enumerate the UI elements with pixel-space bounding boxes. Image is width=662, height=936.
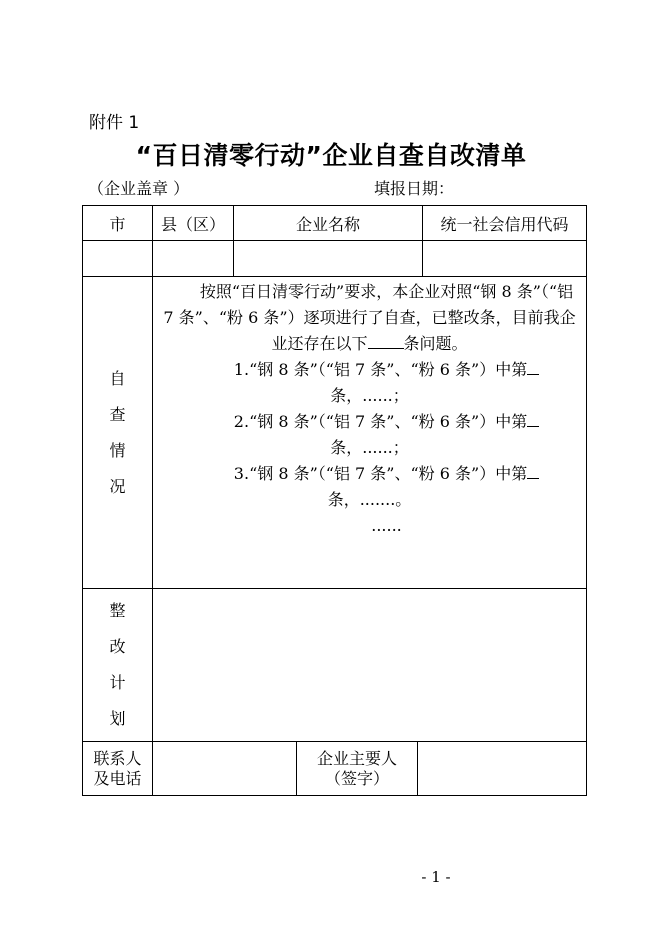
self-check-label-char: 况: [109, 476, 126, 496]
attachment-label: 附件 1: [89, 113, 140, 133]
document-title: “百日清零行动”企业自查自改清单: [135, 141, 527, 170]
contact-label: [83, 742, 153, 796]
rectify-plan-label: [83, 589, 153, 742]
county-cell[interactable]: [153, 241, 234, 277]
input-row: [83, 241, 587, 277]
col-county-header: 县（区）: [153, 206, 234, 241]
rectify-plan-label-char: 整: [109, 601, 126, 620]
principal-signature-cell[interactable]: [418, 742, 587, 796]
issue-item-2: 2.“钢 8 条”（“铝 7 条”、“粉 6 条”）中第: [159, 409, 580, 435]
contact-label-line2: 及电话: [93, 768, 142, 788]
company-name-cell[interactable]: [234, 241, 423, 277]
col-company-header: 企业名称: [234, 206, 423, 241]
seal-label: （企业盖章 ）: [88, 179, 190, 198]
self-check-content[interactable]: [153, 277, 587, 589]
self-check-form-table: [82, 205, 587, 796]
self-check-row: [83, 277, 587, 589]
self-check-intro: 按照“百日清零行动”要求，本企业对照“钢 8 条”（“铝 7 条”、“粉 6 条”）逐项进行了自查，已整改条，目前我企业还存在以下 条问题。: [163, 282, 576, 353]
principal-label-line1: 企业主要人: [316, 748, 397, 768]
rectify-plan-label-char: 改: [109, 637, 126, 656]
issue-item-3-cont: 条，.......。: [327, 490, 412, 509]
issue-item-3: 3.“钢 8 条”（“铝 7 条”、“粉 6 条”）中第: [159, 461, 580, 487]
city-cell[interactable]: [83, 241, 153, 277]
issue-item-1-cont: 条，......；: [330, 386, 409, 405]
self-check-label: [83, 277, 153, 589]
fill-date-label: 填报日期：: [374, 179, 455, 198]
principal-label: [297, 742, 418, 796]
credit-code-cell[interactable]: [423, 241, 587, 277]
self-check-label-char: 查: [109, 404, 126, 424]
contact-label-line1: 联系人: [93, 748, 142, 768]
rectify-plan-content[interactable]: [153, 589, 587, 742]
contact-row: [83, 742, 587, 796]
issue-item-1: 1.“钢 8 条”（“铝 7 条”、“粉 6 条”）中第: [159, 357, 580, 383]
rectify-plan-label-char: 计: [109, 673, 126, 692]
page-number: - 1 -: [421, 868, 451, 886]
count-blank: [368, 332, 404, 349]
self-check-label-char: 情: [109, 440, 126, 460]
item-blank: [527, 410, 539, 427]
header-row: [83, 206, 587, 241]
col-credit-code-header: 统一社会信用代码: [423, 206, 587, 241]
self-check-ellipsis: ......: [371, 516, 402, 535]
contact-value-cell[interactable]: [153, 742, 297, 796]
item-blank: [527, 358, 539, 375]
col-city-header: 市: [83, 206, 153, 241]
issue-item-2-cont: 条，......；: [330, 438, 409, 457]
rectify-plan-row: [83, 589, 587, 742]
self-check-label-char: 自: [109, 368, 126, 388]
item-blank: [527, 462, 539, 479]
principal-label-line2: （签字）: [324, 768, 389, 788]
rectify-plan-label-char: 划: [109, 709, 126, 728]
